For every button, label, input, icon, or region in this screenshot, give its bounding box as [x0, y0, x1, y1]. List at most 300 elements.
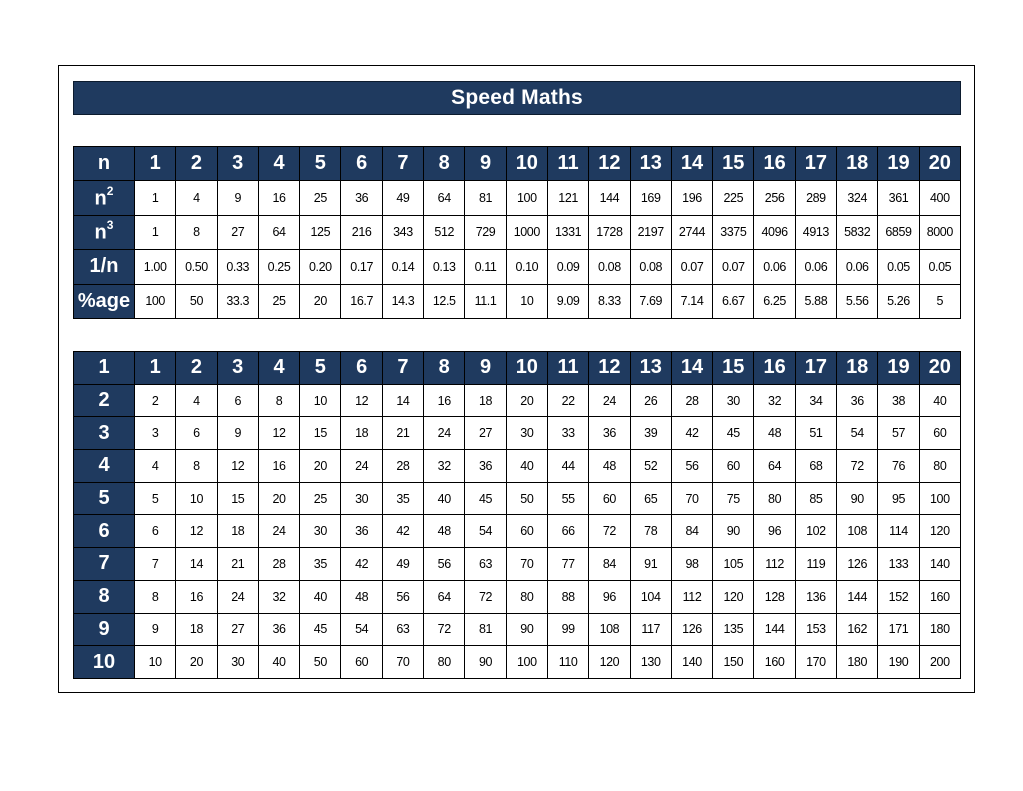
table-cell: 36 — [837, 384, 878, 417]
table-cell: 4096 — [754, 215, 795, 249]
row-label-text: 7 — [98, 552, 110, 575]
table-cell: 84 — [671, 515, 712, 548]
table-cell: 1331 — [547, 215, 588, 249]
table-cell: 0.14 — [382, 250, 423, 284]
header-cell: 10 — [506, 147, 547, 181]
header-cell: 3 — [217, 352, 258, 385]
table-cell: 36 — [258, 613, 299, 646]
header-cell: 19 — [878, 147, 919, 181]
header-cell: 13 — [630, 352, 671, 385]
table-cell: 8 — [176, 215, 217, 249]
table-cell: 80 — [506, 580, 547, 613]
table-cell: 60 — [589, 482, 630, 515]
table-cell: 12 — [341, 384, 382, 417]
table-cell: 0.08 — [589, 250, 630, 284]
header-cell: 13 — [630, 147, 671, 181]
header-cell: 17 — [795, 352, 836, 385]
table-cell: 108 — [837, 515, 878, 548]
table-cell: 6 — [217, 384, 258, 417]
table-cell: 112 — [754, 548, 795, 581]
table-cell: 70 — [506, 548, 547, 581]
table-cell: 16.7 — [341, 284, 382, 318]
table-cell: 133 — [878, 548, 919, 581]
table-cell: 52 — [630, 450, 671, 483]
table-cell: 400 — [919, 181, 960, 215]
table-cell: 108 — [589, 613, 630, 646]
header-cell: 6 — [341, 352, 382, 385]
table-cell: 160 — [754, 646, 795, 679]
header-label-cell: 1 — [74, 352, 135, 385]
header-cell: 17 — [795, 147, 836, 181]
table-cell: 28 — [258, 548, 299, 581]
table-cell: 180 — [837, 646, 878, 679]
table-cell: 135 — [713, 613, 754, 646]
table-cell: 33 — [547, 417, 588, 450]
table-cell: 27 — [217, 613, 258, 646]
header-cell: 12 — [589, 147, 630, 181]
table-cell: 84 — [589, 548, 630, 581]
row-label-text: 2 — [98, 389, 110, 412]
table-cell: 80 — [919, 450, 960, 483]
table-cell: 72 — [465, 580, 506, 613]
header-cell: 4 — [258, 352, 299, 385]
row-label-exponent: 2 — [106, 183, 114, 198]
table-cell: 0.33 — [217, 250, 258, 284]
table-cell: 98 — [671, 548, 712, 581]
row-label-text: 9 — [98, 617, 110, 640]
table-cell: 1.00 — [135, 250, 176, 284]
table-cell: 30 — [341, 482, 382, 515]
table-cell: 90 — [506, 613, 547, 646]
table-cell: 9.09 — [547, 284, 588, 318]
row-label-text: n — [94, 221, 107, 244]
header-label-cell: n — [74, 147, 135, 181]
table-cell: 5.88 — [795, 284, 836, 318]
table-cell: 160 — [919, 580, 960, 613]
table-cell: 85 — [795, 482, 836, 515]
table-cell: 110 — [547, 646, 588, 679]
table-cell: 5.26 — [878, 284, 919, 318]
multiplication-row — [74, 450, 961, 483]
table-cell: 10 — [176, 482, 217, 515]
header-cell: 18 — [837, 147, 878, 181]
table-cell: 4 — [176, 181, 217, 215]
table-cell: 10 — [300, 384, 341, 417]
table-cell: 8000 — [919, 215, 960, 249]
table-cell: 22 — [547, 384, 588, 417]
header-cell: 7 — [382, 352, 423, 385]
table-cell: 63 — [465, 548, 506, 581]
row-label-text: 5 — [98, 487, 110, 510]
table-cell: 40 — [919, 384, 960, 417]
table-cell: 136 — [795, 580, 836, 613]
row-label-text: 3 — [98, 421, 110, 444]
table-cell: 3 — [135, 417, 176, 450]
table-cell: 21 — [217, 548, 258, 581]
header-cell: 2 — [176, 147, 217, 181]
table-cell: 0.06 — [795, 250, 836, 284]
table-cell: 32 — [258, 580, 299, 613]
table-cell: 100 — [135, 284, 176, 318]
table-cell: 90 — [713, 515, 754, 548]
table-cell: 16 — [258, 450, 299, 483]
table-cell: 0.06 — [754, 250, 795, 284]
table-cell: 48 — [341, 580, 382, 613]
table-cell: 180 — [919, 613, 960, 646]
table-cell: 88 — [547, 580, 588, 613]
powers-row — [74, 250, 961, 284]
table-cell: 169 — [630, 181, 671, 215]
table-cell: 512 — [424, 215, 465, 249]
table-cell: 0.10 — [506, 250, 547, 284]
multiplication-row — [74, 482, 961, 515]
table-cell: 36 — [341, 181, 382, 215]
header-cell: 11 — [547, 352, 588, 385]
table-cell: 6859 — [878, 215, 919, 249]
header-cell: 20 — [919, 352, 960, 385]
table-cell: 125 — [300, 215, 341, 249]
table-cell: 25 — [258, 284, 299, 318]
row-label-text: n — [94, 187, 107, 210]
table-cell: 190 — [878, 646, 919, 679]
table-cell: 9 — [135, 613, 176, 646]
table-cell: 50 — [176, 284, 217, 318]
table-cell: 12 — [176, 515, 217, 548]
table-cell: 14 — [382, 384, 423, 417]
table-cell: 4 — [176, 384, 217, 417]
table-cell: 0.05 — [878, 250, 919, 284]
table-cell: 63 — [382, 613, 423, 646]
table-cell: 64 — [754, 450, 795, 483]
table-cell: 24 — [258, 515, 299, 548]
header-cell: 14 — [671, 147, 712, 181]
table-cell: 105 — [713, 548, 754, 581]
table-cell: 126 — [837, 548, 878, 581]
header-cell: 9 — [465, 352, 506, 385]
table-cell: 14.3 — [382, 284, 423, 318]
table-cell: 114 — [878, 515, 919, 548]
multiplication-row — [74, 580, 961, 613]
table-cell: 100 — [506, 181, 547, 215]
table-cell: 152 — [878, 580, 919, 613]
table-cell: 70 — [671, 482, 712, 515]
table-cell: 42 — [382, 515, 423, 548]
table-cell: 96 — [754, 515, 795, 548]
header-cell: 2 — [176, 352, 217, 385]
header-cell: 12 — [589, 352, 630, 385]
row-label-text: %age — [77, 289, 131, 312]
table-cell: 0.17 — [341, 250, 382, 284]
table-cell: 0.08 — [630, 250, 671, 284]
table-cell: 30 — [713, 384, 754, 417]
multiplication-row — [74, 548, 961, 581]
table-cell: 26 — [630, 384, 671, 417]
table-cell: 5832 — [837, 215, 878, 249]
table-cell: 60 — [919, 417, 960, 450]
row-label-text: 4 — [98, 454, 110, 477]
table-cell: 15 — [300, 417, 341, 450]
table-cell: 130 — [630, 646, 671, 679]
header-row — [74, 147, 961, 181]
table-cell: 10 — [135, 646, 176, 679]
table-cell: 54 — [341, 613, 382, 646]
table-cell: 120 — [919, 515, 960, 548]
multiplication-row — [74, 515, 961, 548]
table-cell: 20 — [176, 646, 217, 679]
table-cell: 0.07 — [713, 250, 754, 284]
table-cell: 77 — [547, 548, 588, 581]
header-cell: 9 — [465, 147, 506, 181]
table-cell: 9 — [217, 417, 258, 450]
table-cell: 72 — [837, 450, 878, 483]
table-cell: 33.3 — [217, 284, 258, 318]
row-label-exponent: 3 — [106, 218, 114, 233]
header-cell: 11 — [547, 147, 588, 181]
table-cell: 100 — [506, 646, 547, 679]
table-cell: 100 — [919, 482, 960, 515]
table-cell: 66 — [547, 515, 588, 548]
table-cell: 32 — [754, 384, 795, 417]
table-cell: 51 — [795, 417, 836, 450]
table-cell: 72 — [424, 613, 465, 646]
header-cell: 8 — [424, 352, 465, 385]
table-cell: 16 — [258, 181, 299, 215]
table-cell: 5 — [135, 482, 176, 515]
table-cell: 40 — [506, 450, 547, 483]
table-cell: 57 — [878, 417, 919, 450]
table-cell: 34 — [795, 384, 836, 417]
table-cell: 102 — [795, 515, 836, 548]
table-cell: 20 — [300, 450, 341, 483]
table-cell: 170 — [795, 646, 836, 679]
table-cell: 35 — [382, 482, 423, 515]
multiplication-row — [74, 417, 961, 450]
powers-row — [74, 284, 961, 318]
table-cell: 36 — [341, 515, 382, 548]
table-cell: 2744 — [671, 215, 712, 249]
table-cell: 40 — [258, 646, 299, 679]
row-label-cell — [74, 613, 135, 646]
table-cell: 140 — [919, 548, 960, 581]
table-cell: 30 — [300, 515, 341, 548]
table-cell: 1 — [135, 181, 176, 215]
header-cell: 8 — [424, 147, 465, 181]
table-cell: 162 — [837, 613, 878, 646]
table-cell: 30 — [217, 646, 258, 679]
table-cell: 60 — [341, 646, 382, 679]
row-label-text: 1/n — [89, 255, 119, 278]
table-cell: 144 — [589, 181, 630, 215]
table-cell: 1000 — [506, 215, 547, 249]
table-cell: 49 — [382, 548, 423, 581]
table-cell: 11.1 — [465, 284, 506, 318]
table-cell: 55 — [547, 482, 588, 515]
table-cell: 27 — [465, 417, 506, 450]
table-cell: 196 — [671, 181, 712, 215]
table-cell: 64 — [424, 181, 465, 215]
header-cell: 18 — [837, 352, 878, 385]
multiplication-table — [73, 351, 961, 679]
table-cell: 7.14 — [671, 284, 712, 318]
table-cell: 80 — [424, 646, 465, 679]
table-cell: 28 — [671, 384, 712, 417]
header-cell: 7 — [382, 147, 423, 181]
table-cell: 104 — [630, 580, 671, 613]
table-cell: 0.06 — [837, 250, 878, 284]
table-cell: 5 — [919, 284, 960, 318]
table-cell: 45 — [300, 613, 341, 646]
table-cell: 12.5 — [424, 284, 465, 318]
row-label-cell — [74, 417, 135, 450]
table-cell: 289 — [795, 181, 836, 215]
table-cell: 10 — [506, 284, 547, 318]
table-cell: 60 — [506, 515, 547, 548]
row-label-cell — [74, 515, 135, 548]
header-cell: 16 — [754, 147, 795, 181]
table-cell: 0.09 — [547, 250, 588, 284]
table-cell: 0.13 — [424, 250, 465, 284]
multiplication-row — [74, 613, 961, 646]
table-cell: 20 — [506, 384, 547, 417]
table-cell: 8 — [176, 450, 217, 483]
table-cell: 40 — [424, 482, 465, 515]
table-cell: 119 — [795, 548, 836, 581]
table-cell: 27 — [217, 215, 258, 249]
table-cell: 48 — [589, 450, 630, 483]
table-cell: 16 — [176, 580, 217, 613]
table-cell: 0.20 — [300, 250, 341, 284]
table-cell: 40 — [300, 580, 341, 613]
table-cell: 68 — [795, 450, 836, 483]
table-cell: 20 — [258, 482, 299, 515]
table-cell: 1728 — [589, 215, 630, 249]
table-cell: 6.67 — [713, 284, 754, 318]
table-cell: 36 — [589, 417, 630, 450]
table-cell: 121 — [547, 181, 588, 215]
table-cell: 6 — [176, 417, 217, 450]
table-cell: 24 — [341, 450, 382, 483]
table-cell: 20 — [300, 284, 341, 318]
table-cell: 44 — [547, 450, 588, 483]
table-cell: 42 — [671, 417, 712, 450]
table-cell: 64 — [258, 215, 299, 249]
table-cell: 171 — [878, 613, 919, 646]
header-cell: 16 — [754, 352, 795, 385]
table-cell: 6 — [135, 515, 176, 548]
table-cell: 18 — [465, 384, 506, 417]
table-cell: 76 — [878, 450, 919, 483]
table-cell: 1 — [135, 215, 176, 249]
table-cell: 35 — [300, 548, 341, 581]
table-cell: 56 — [424, 548, 465, 581]
table-cell: 49 — [382, 181, 423, 215]
table-cell: 38 — [878, 384, 919, 417]
table-cell: 90 — [465, 646, 506, 679]
row-label-cell — [74, 450, 135, 483]
table-cell: 256 — [754, 181, 795, 215]
table-cell: 117 — [630, 613, 671, 646]
header-cell: 1 — [135, 352, 176, 385]
table-cell: 45 — [465, 482, 506, 515]
table-cell: 2 — [135, 384, 176, 417]
table-cell: 153 — [795, 613, 836, 646]
table-cell: 91 — [630, 548, 671, 581]
table-cell: 70 — [382, 646, 423, 679]
table-cell: 0.11 — [465, 250, 506, 284]
row-label-cell — [74, 548, 135, 581]
table-cell: 3375 — [713, 215, 754, 249]
table-cell: 45 — [713, 417, 754, 450]
table-cell: 56 — [671, 450, 712, 483]
table-cell: 8.33 — [589, 284, 630, 318]
table-cell: 54 — [465, 515, 506, 548]
table-cell: 24 — [424, 417, 465, 450]
table-cell: 24 — [589, 384, 630, 417]
powers-row — [74, 215, 961, 249]
table-cell: 60 — [713, 450, 754, 483]
header-cell: 1 — [135, 147, 176, 181]
page-title: Speed Maths — [73, 81, 961, 115]
table-cell: 18 — [341, 417, 382, 450]
header-cell: 4 — [258, 147, 299, 181]
powers-row — [74, 181, 961, 215]
table-cell: 8 — [135, 580, 176, 613]
row-label-cell — [74, 284, 135, 318]
table-cell: 343 — [382, 215, 423, 249]
table-cell: 42 — [341, 548, 382, 581]
table-cell: 144 — [754, 613, 795, 646]
table-cell: 128 — [754, 580, 795, 613]
row-label-cell — [74, 482, 135, 515]
table-cell: 324 — [837, 181, 878, 215]
multiplication-row — [74, 646, 961, 679]
table-cell: 25 — [300, 181, 341, 215]
table-cell: 39 — [630, 417, 671, 450]
table-cell: 21 — [382, 417, 423, 450]
row-label-cell — [74, 646, 135, 679]
table-cell: 54 — [837, 417, 878, 450]
table-cell: 50 — [300, 646, 341, 679]
row-label-cell — [74, 250, 135, 284]
header-cell: 20 — [919, 147, 960, 181]
row-label-cell — [74, 580, 135, 613]
table-cell: 12 — [258, 417, 299, 450]
table-cell: 72 — [589, 515, 630, 548]
table-cell: 50 — [506, 482, 547, 515]
table-cell: 36 — [465, 450, 506, 483]
row-label-cell — [74, 384, 135, 417]
header-cell: 19 — [878, 352, 919, 385]
table-cell: 200 — [919, 646, 960, 679]
row-label-cell — [74, 215, 135, 249]
table-cell: 24 — [217, 580, 258, 613]
table-cell: 96 — [589, 580, 630, 613]
table-cell: 9 — [217, 181, 258, 215]
table-cell: 48 — [424, 515, 465, 548]
table-cell: 2197 — [630, 215, 671, 249]
table-cell: 78 — [630, 515, 671, 548]
table-cell: 18 — [217, 515, 258, 548]
header-cell: 3 — [217, 147, 258, 181]
table-cell: 15 — [217, 482, 258, 515]
table-cell: 216 — [341, 215, 382, 249]
multiplication-row — [74, 384, 961, 417]
header-cell: 15 — [713, 147, 754, 181]
table-cell: 4 — [135, 450, 176, 483]
table-cell: 0.05 — [919, 250, 960, 284]
table-cell: 75 — [713, 482, 754, 515]
table-cell: 48 — [754, 417, 795, 450]
